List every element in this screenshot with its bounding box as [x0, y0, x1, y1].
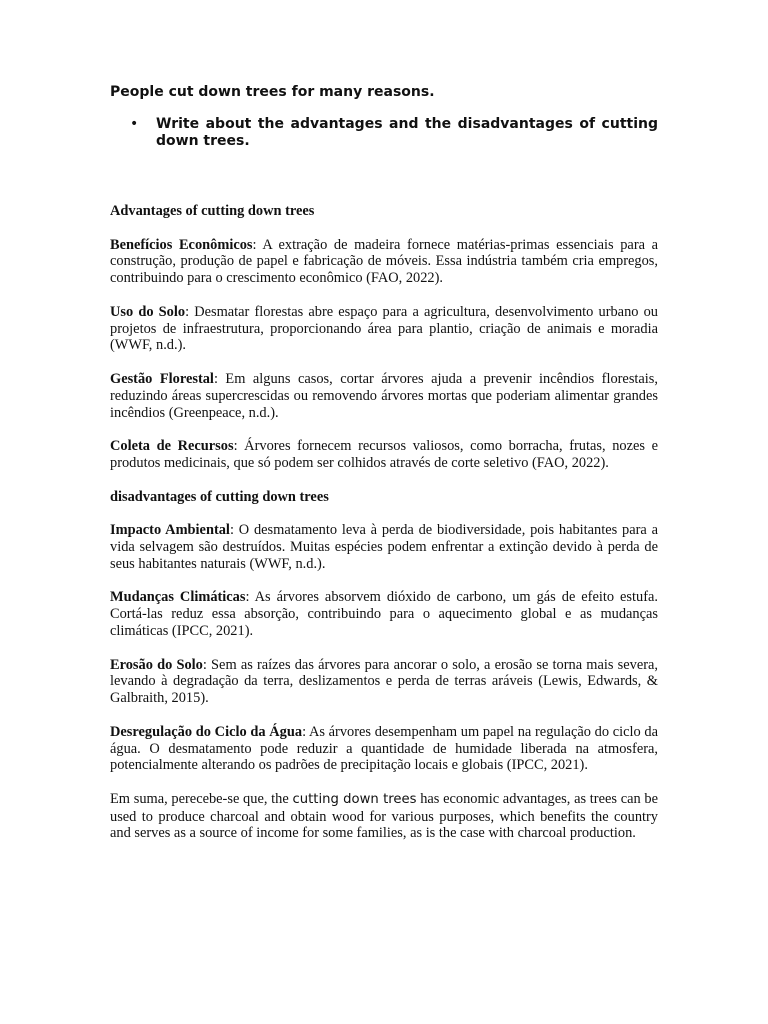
prompt-bullet-item [110, 116, 658, 150]
conclusion-phrase: cutting down trees [292, 791, 417, 807]
conclusion-text-end: has economic advantages, as trees can be used to produce charcoal and obtain wood for various purposes, which benefits the country and serves as a source of income for some families, as is the case with charcoal production. [110, 790, 658, 842]
advantage-term: Benefícios Econômicos [110, 236, 253, 253]
disadvantage-term: Mudanças Climáticas [110, 589, 246, 606]
advantage-text: : Árvores fornecem recursos valiosos, como borracha, frutas, nozes e produtos medicinais, que só podem ser colhidos através de corte seletivo (FAO, 2022). [110, 438, 658, 471]
disadvantage-term: Erosão do Solo [110, 656, 203, 673]
disadvantage-paragraph [110, 724, 658, 774]
advantage-paragraph [110, 237, 658, 287]
disadvantage-text: : As árvores desempenham um papel na regulação do ciclo da água. O desmatamento pode reduzir a quantidade de humidade liberada na atmosfera, potencialmente alterando os padrões de precipitação locais e globais (IPCC, 2021). [110, 723, 658, 774]
advantage-term: Gestão Florestal [110, 370, 214, 387]
bullet-icon: • [130, 116, 139, 132]
advantage-text: : Desmatar florestas abre espaço para a agricultura, desenvolvimento urbano ou projetos de infraestrutura, proporcionando área para plantio, criação de animais e moradia (WWF, n.d.). [110, 303, 658, 354]
advantage-text: : A extração de madeira fornece matérias-primas essenciais para a construção, produção de papel e fabricação de móveis. Essa indústria também cria empregos, contribuindo para o crescimento econômico (FAO, 2022). [110, 236, 658, 287]
advantage-paragraph [110, 304, 658, 354]
advantage-paragraph [110, 438, 658, 472]
disadvantage-text: : Sem as raízes das árvores para ancorar o solo, a erosão se torna mais severa, levando à degradação da terra, deslizamentos e perda de terras aráveis (Lewis, Edwards, & Galbraith, 2015). [110, 656, 658, 707]
prompt-bullet-text: Write about the advantages and the disadvantages of cutting down trees. [156, 116, 658, 149]
disadvantage-term: Desregulação do Ciclo da Água [110, 723, 303, 740]
conclusion-text-start: Em suma, perecebe-se que, the [110, 790, 293, 807]
disadvantage-text: : As árvores absorvem dióxido de carbono, um gás de efeito estufa. Cortá-las reduz essa absorção, contribuindo para o aquecimento global e as mudanças climáticas (IPCC, 2021). [110, 589, 658, 639]
disadvantage-term: Impacto Ambiental [110, 522, 230, 539]
disadvantage-paragraph [110, 522, 658, 572]
essay-prompt [110, 84, 658, 150]
disadvantage-paragraph [110, 589, 658, 639]
advantage-term: Uso do Solo [110, 303, 186, 320]
disadvantages-heading: disadvantages of cutting down trees [110, 488, 329, 505]
advantages-heading: Advantages of cutting down trees [110, 203, 315, 219]
advantage-paragraph [110, 371, 658, 421]
prompt-title: People cut down trees for many reasons. [110, 84, 435, 100]
advantage-text: : Em alguns casos, cortar árvores ajuda a prevenir incêndios florestais, reduzindo áreas supercrescidas ou removendo árvores mortas que poderiam alimentar grandes incêndios (Greenpeace, n.d.). [110, 370, 658, 421]
disadvantage-paragraph [110, 657, 658, 707]
disadvantage-text: : O desmatamento leva à perda de biodiversidade, pois habitantes para a vida selvagem são destruídos. Muitas espécies podem enfrentar a extinção devido à perda de seus habitantes naturais (WWF, n.d.). [110, 522, 658, 572]
conclusion-paragraph [110, 791, 658, 842]
essay-body [110, 203, 658, 859]
advantage-term: Coleta de Recursos [110, 438, 234, 455]
